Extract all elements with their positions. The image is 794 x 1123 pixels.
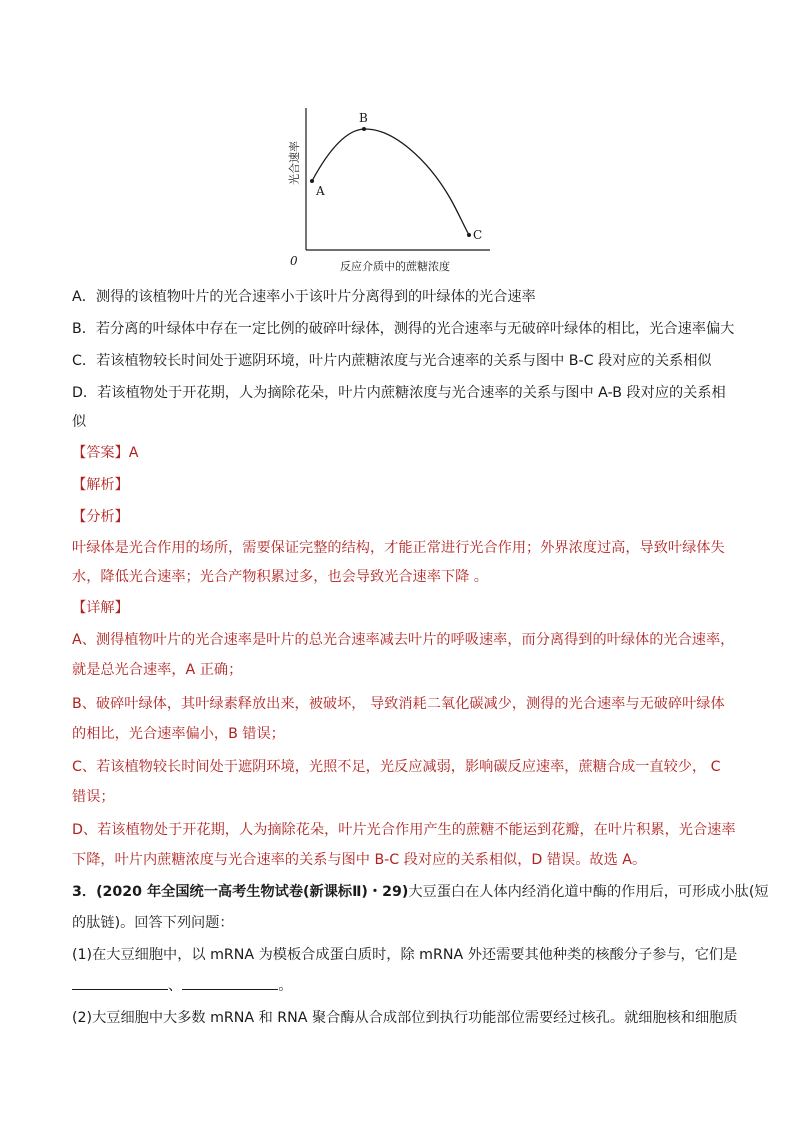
option-c: C．若该植物较长时间处于遮阴环境，叶片内蔗糖浓度与光合速率的关系与图中 B-C 段对应的关系相似 — [72, 353, 712, 369]
fenxi-line-1: 叶绿体是光合作用的场所，需要保证完整的结构，才能正常进行光合作用；外界浓度过高，导致叶绿体失 — [72, 540, 725, 556]
option-a: A．测得的该植物叶片的光合速率小于该叶片分离得到的叶绿体的光合速率 — [72, 289, 536, 305]
question-3-sub-1-line-1: (1)在大豆细胞中，以 mRNA 为模板合成蛋白质时，除 mRNA 外还需要其他种类的核酸分子参与，它们是 — [72, 947, 738, 963]
question-3-stem-1: 大豆蛋白在人体内经消化道中酶的作用后，可形成小肽(短 — [408, 884, 769, 900]
option-b: B．若分离的叶绿体中存在一定比例的破碎叶绿体，测得的光合速率与无破碎叶绿体的相比，光合速率偏大 — [72, 321, 735, 337]
y-axis-label: 光合速率 — [288, 141, 301, 185]
blank-separator: 、 — [168, 978, 183, 994]
photosynthesis-rate-graph — [278, 100, 508, 278]
x-axis-label: 反应介质中的蔗糖浓度 — [340, 260, 450, 273]
question-3-sub-1-blanks — [72, 976, 292, 996]
fenxi-header: 【分析】 — [72, 509, 129, 525]
detail-c-line-1: C、若该植物较长时间处于遮阴环境，光照不足，光反应减弱，影响碳反应速率，蔗糖合成一直较少， C — [72, 759, 721, 775]
question-3-number: 3． — [72, 884, 97, 900]
fenxi-line-2: 水，降低光合速率；光合产物积累过多，也会导致光合速率下降 。 — [72, 569, 488, 585]
question-3-source: (2020 年全国统一高考生物试卷(新课标Ⅱ)・29) — [96, 884, 409, 900]
detail-d-line-1: D、若该植物处于开花期，人为摘除花朵，叶片光合作用产生的蔗糖不能运到花瓣，在叶片积累，光合速率 — [72, 822, 736, 838]
option-d-line-2: 似 — [72, 414, 87, 430]
origin-label: 0 — [290, 254, 298, 268]
question-3-line-1 — [72, 882, 769, 902]
point-c-dot — [467, 233, 471, 237]
detail-header: 【详解】 — [72, 600, 129, 616]
detail-b-line-1: B、破碎叶绿体，其叶绿素释放出来，被破坏， 导致消耗二氧化碳减少，测得的光合速率与无破碎叶绿体 — [72, 696, 725, 712]
answer-blank-2[interactable] — [182, 977, 278, 990]
point-c-label: C — [473, 228, 483, 242]
blank-end: 。 — [278, 978, 293, 994]
detail-c-line-2: 错误； — [72, 789, 115, 805]
point-b-label: B — [359, 111, 368, 125]
point-a-dot — [310, 179, 314, 183]
detail-a-line-2: 就是总光合速率，A 正确； — [72, 662, 243, 678]
answer-blank-1[interactable] — [72, 977, 168, 990]
analysis-header: 【解析】 — [72, 477, 129, 493]
answer-label: 【答案】A — [72, 445, 139, 461]
option-d-line-1: D．若该植物处于开花期，人为摘除花朵，叶片内蔗糖浓度与光合速率的关系与图中 A-B 段对应的关系相 — [72, 385, 726, 401]
detail-d-line-2: 下降，叶片内蔗糖浓度与光合速率的关系与图中 B-C 段对应的关系相似，D 错误。故选 A。 — [72, 852, 647, 868]
point-b-dot — [362, 127, 366, 131]
graph-svg — [278, 100, 508, 278]
question-3-sub-2-line-1: (2)大豆细胞中大多数 mRNA 和 RNA 聚合酶从合成部位到执行功能部位需要经过核孔。就细胞核和细胞质 — [72, 1010, 738, 1026]
question-3-stem-2: 的肽链)。回答下列问题： — [72, 915, 234, 931]
curve-line — [312, 129, 469, 235]
detail-a-line-1: A、测得植物叶片的光合速率是叶片的总光合速率减去叶片的呼吸速率，而分离得到的叶绿体的光合速率， — [72, 632, 735, 648]
detail-b-line-2: 的相比，光合速率偏小，B 错误； — [72, 726, 285, 742]
point-a-label: A — [316, 184, 325, 198]
